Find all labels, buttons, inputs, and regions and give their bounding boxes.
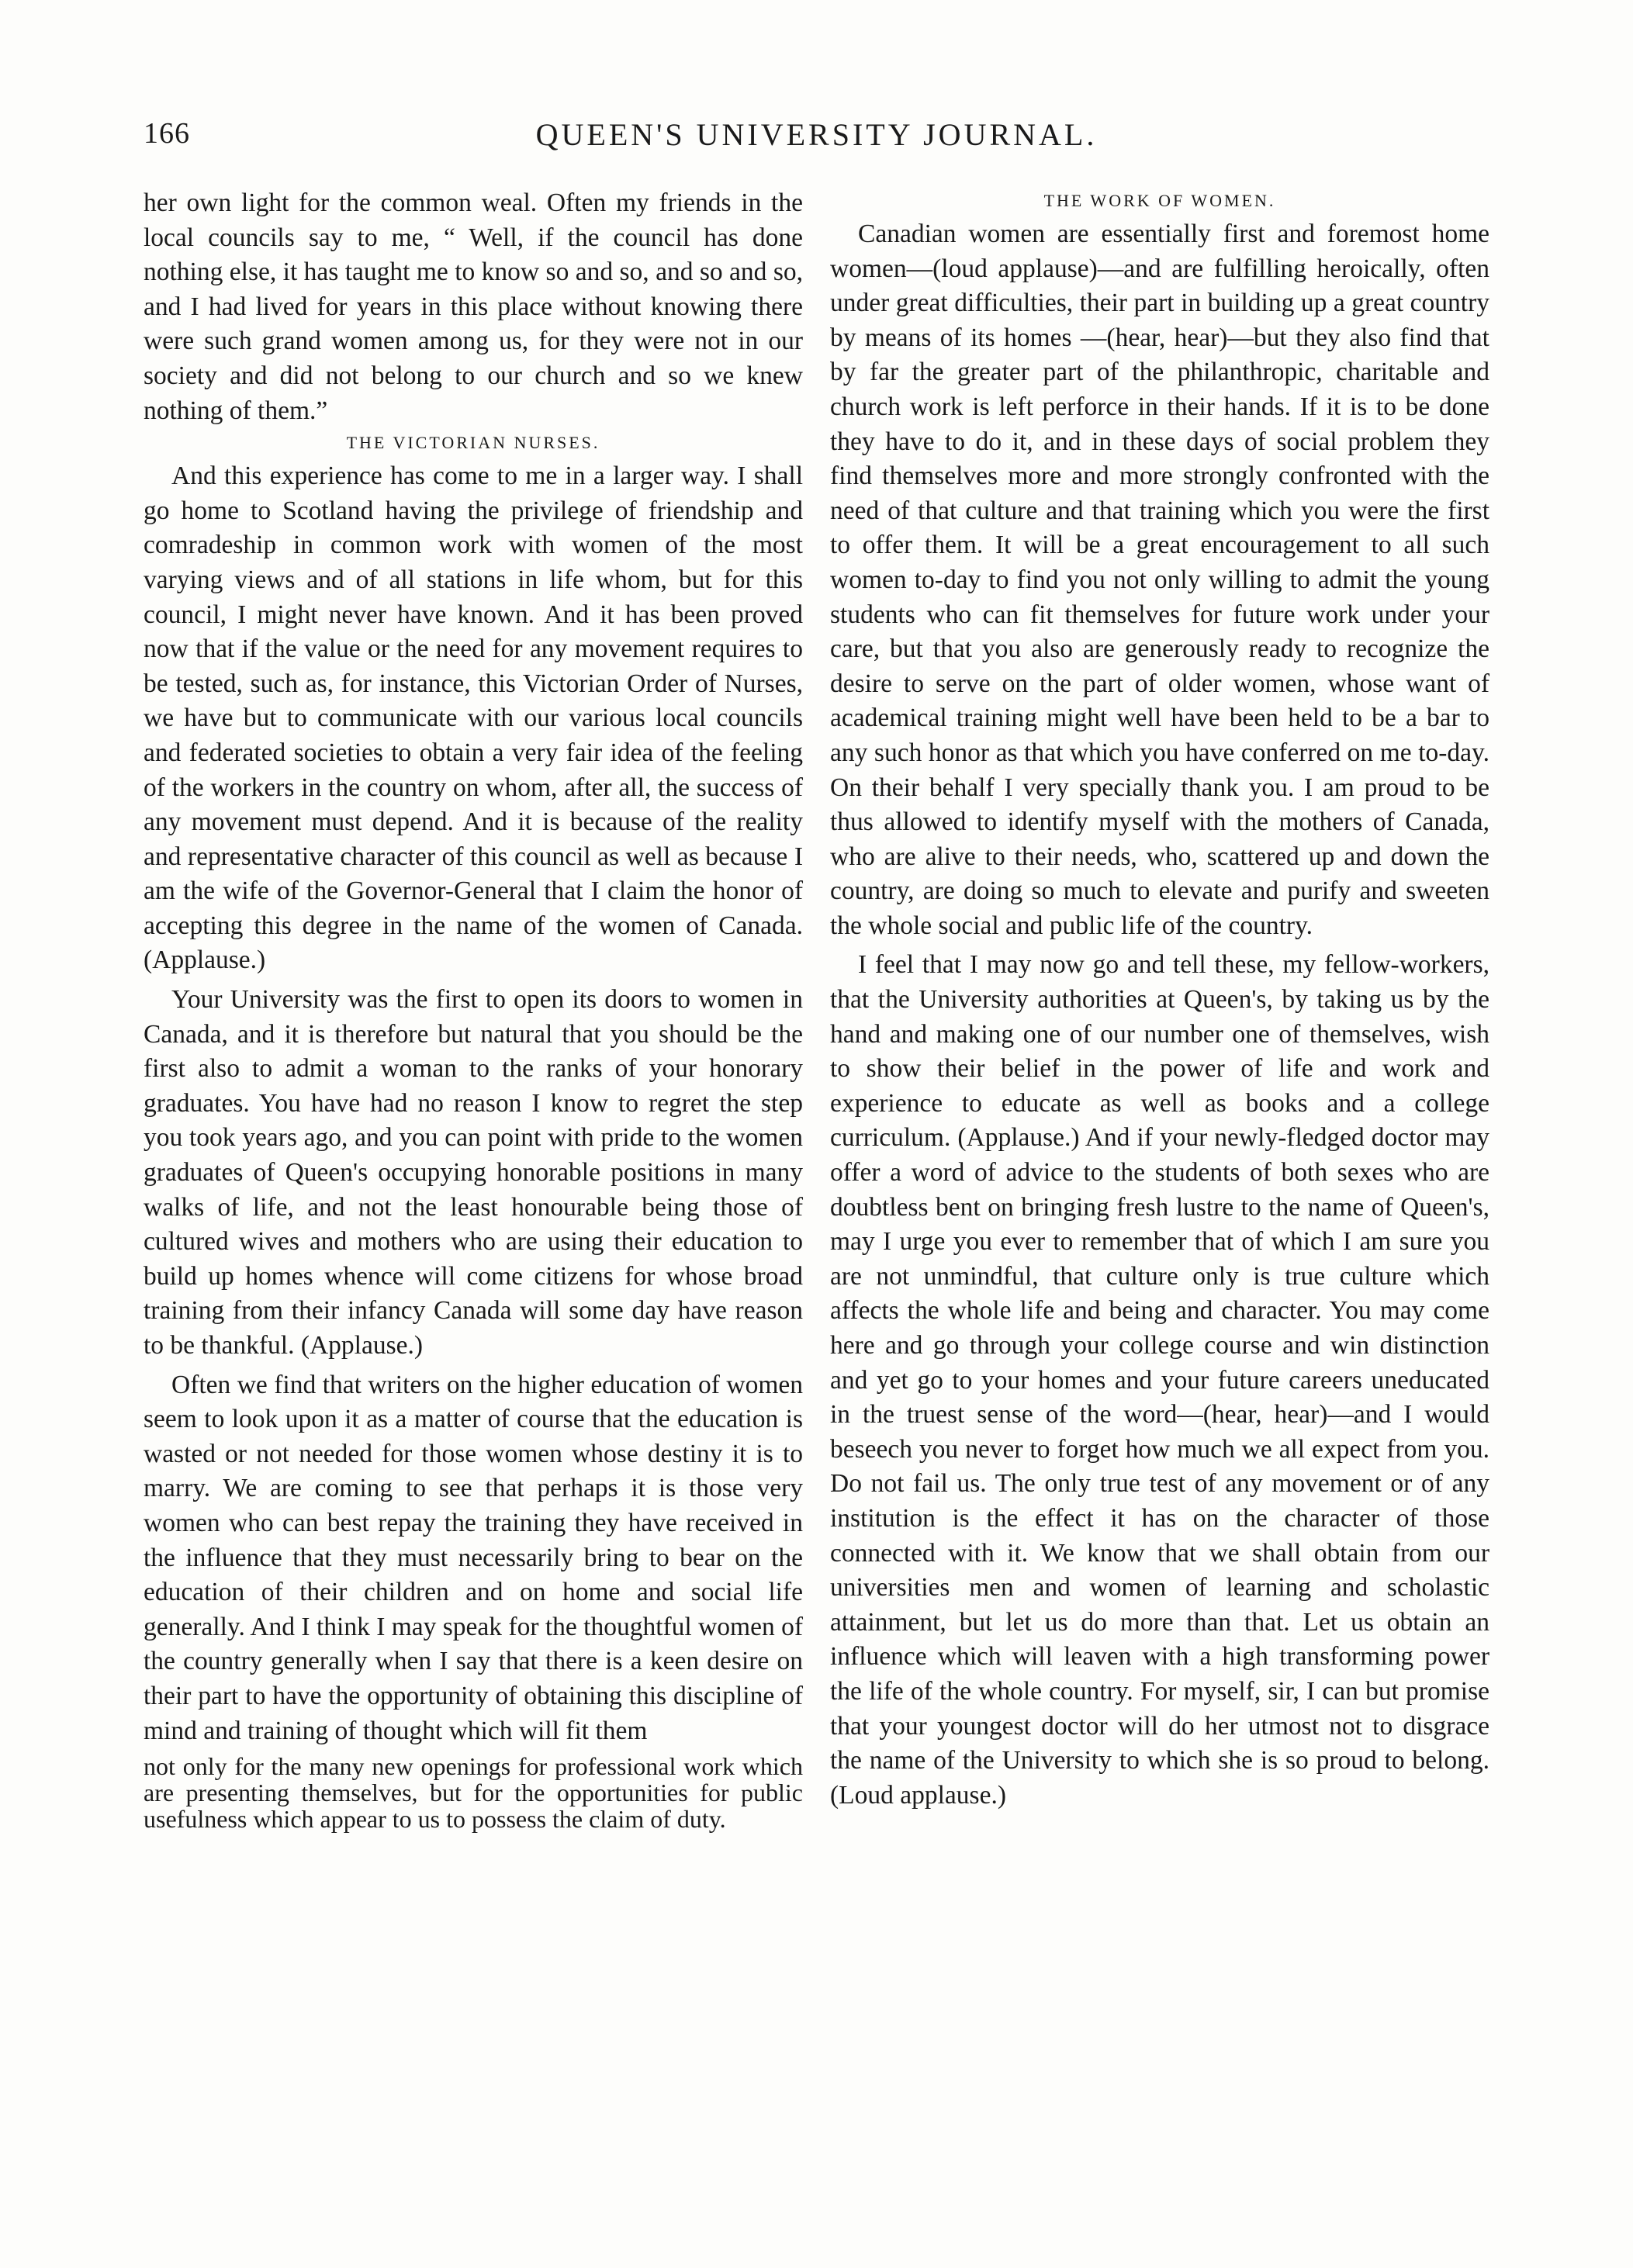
paragraph: her own light for the common weal. Often my friends in the local councils say to me, “ Well, if the council has done nothing else, it has taught me to know so and so, and so and so, and I had lived for years in this place without knowing there were such grand women among us, for they were not in our society and did not belong to our church and so we knew nothing of them.” xyxy=(144,188,803,425)
section-heading: THE VICTORIAN NURSES. xyxy=(346,433,600,453)
paragraph: Canadian women are essentially first and foremost home women—(loud applause)—and are fulfilling heroically, often under great difficulties, their part in building up a great country by means of its homes —(hear, hear)—but they also find that by far the greater part of the philanthropic, charitable and church work is left perforce in their hands. If it is to be done they have to do it, and in these days of social problem they find themselves more and more strongly confronted with the need of that culture and that training which you were the first to offer them. It will be a great encouragement to all such women to-day to find you not only willing to admit the young students who can fit themselves for future work under your care, but that you also are generously ready to recognize the desire to serve on the part of older women, whose want of academical training might well have been held to be a bar to any such honor as that which you have conferred on me to-day. On their behalf I very specially thank you. I am proud to be thus allowed to identify myself with the mothers of Canada, who are alive to their needs, who, scattered up and down the country, are doing so much to elevate and purify and sweeten the whole social and public life of the country. xyxy=(830,220,1489,940)
running-title: QUEEN'S UNIVERSITY JOURNAL. xyxy=(535,117,1098,152)
left-column xyxy=(144,186,803,1832)
page-number: 166 xyxy=(144,117,190,150)
section-heading: THE WORK OF WOMEN. xyxy=(1043,191,1276,210)
paragraph: Your University was the first to open its doors to women in Canada, and it is therefore but natural that you should be the first also to admit a woman to the ranks of your honorary graduates. You have had no reason I know to regret the step you took years ago, and you can point with pride to the women graduates of Queen's occupying honorable positions in many walks of life, and not the least honourable being those of cultured wives and mothers who are using their education to build up homes whence will come citizens for whose broad training from their infancy Canada will some day have reason to be thankful. (Applause.) xyxy=(144,985,803,1360)
paragraph: I feel that I may now go and tell these, my fellow-workers, that the University authorities at Queen's, by taking us by the hand and making one of our number one of themselves, wish to show their belief in the power of life and work and experience to educate as well as books and a college curriculum. (Applause.) And if your newly-fledged doctor may offer a word of advice to the students of both sexes who are doubtless bent on bringing fresh lustre to the name of Queen's, may I urge you ever to remember that of which I am sure you are not unmindful, that culture only is true culture which affects the whole life and being and character. You may come here and go through your college course and win distinction and yet go to your homes and your future careers uneducated in the truest sense of the word—(hear, hear)—and I would beseech you never to forget how much we all expect from you. Do not fail us. The only true test of any movement or of any institution is the effect it has on the character of those connected with it. We know that we shall obtain from our universities men and women of learning and scholastic attainment, but let us do more than that. Let us obtain an influence which will leaven with a high transforming power the life of the whole country. For myself, sir, I can but promise that your youngest doctor will do her utmost not to disgrace the name of the University to which she is so proud to belong. (Loud applause.) xyxy=(830,950,1489,1810)
paragraph-continuation: not only for the many new openings for professional work which are presenting themselves, but for the opportunities for public usefulness which appear to us to possess the claim of duty. xyxy=(144,1752,803,1834)
right-column xyxy=(830,186,1489,1813)
paragraph: And this experience has come to me in a larger way. I shall go home to Scotland having the privilege of friendship and comradeship in common work with women of the most varying views and of all stations in life whom, but for this council, I might never have known. And it has been proved now that if the value or the need for any movement requires to be tested, such as, for instance, this Victorian Order of Nurses, we have but to communicate with our various local councils and federated societies to obtain a very fair idea of the feeling of the workers in the country on whom, after all, the success of any movement must depend. And it is because of the reality and representative character of this council as well as because I am the wife of the Governor-General that I claim the honor of accepting this degree in the name of the women of Canada. (Applause.) xyxy=(144,462,803,975)
paragraph: Often we find that writers on the higher education of women seem to look upon it as a matter of course that the education is wasted or not needed for those women whose destiny it is to marry. We are coming to see that perhaps it is those very women who can best repay the training they have received in the influence that they must necessarily bring to bear on the education of their children and on home and social life generally. And I think I may speak for the thoughtful women of the country generally when I say that there is a keen desire on their part to have the opportunity of obtaining this discipline of mind and training of thought which will fit them xyxy=(144,1370,804,1745)
page-header xyxy=(144,116,1489,163)
